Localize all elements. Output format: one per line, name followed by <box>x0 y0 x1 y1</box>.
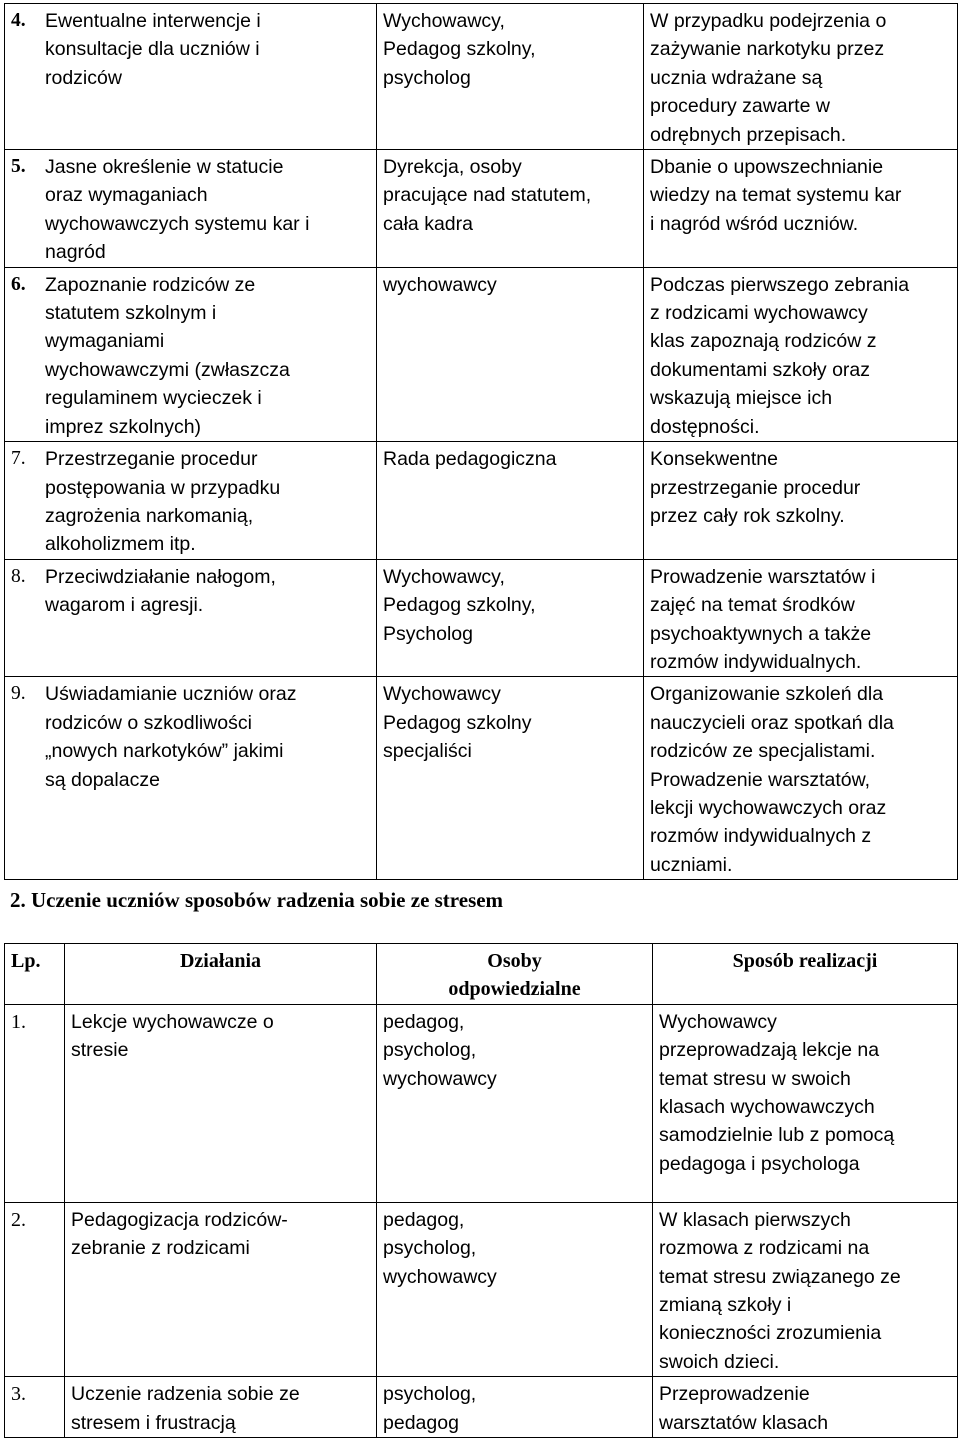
responsible-line: cała kadra <box>383 212 473 235</box>
stress-table-body <box>5 1004 958 1437</box>
responsible-cell <box>377 1202 653 1376</box>
method-cell <box>644 559 958 677</box>
action-text <box>45 563 370 620</box>
row-number: 2. <box>5 1202 65 1376</box>
action-line: Pedagogizacja rodziców- <box>71 1208 288 1231</box>
method-line: konieczności zrozumienia <box>659 1322 882 1345</box>
section-heading: 2. Uczenie uczniów sposobów radzenia sobie ze stresem <box>10 888 504 912</box>
responsible-line: specjaliści <box>383 740 472 763</box>
method-line: i nagród wśród uczniów. <box>650 212 859 235</box>
responsible-line: wychowawcy <box>383 1067 497 1090</box>
row-number: 6. <box>11 273 26 295</box>
method-line: odrębnych przepisach. <box>650 123 847 146</box>
action-line: Lekcje wychowawcze o <box>71 1010 274 1033</box>
responsible-line: wychowawcy <box>383 1265 497 1288</box>
action-line: statutem szkolnym i <box>45 302 217 325</box>
method-cell <box>644 677 958 880</box>
method-cell <box>653 1004 958 1202</box>
method-cell <box>644 4 958 150</box>
method-cell <box>644 150 958 268</box>
action-line: regulaminem wycieczek i <box>45 387 262 410</box>
responsible-line: pedagog <box>383 1411 459 1434</box>
method-line: przestrzeganie procedur <box>650 476 861 499</box>
responsible-line: Wychowawcy, <box>383 565 505 588</box>
action-cell <box>5 442 377 560</box>
action-line: konsultacje dla uczniów i <box>45 38 260 61</box>
action-line: stresie <box>71 1039 129 1062</box>
method-line: klasach wychowawczych <box>659 1096 875 1119</box>
method-line: wskazują miejsce ich <box>650 387 833 410</box>
action-line: Przeciwdziałanie nałogom, <box>45 565 276 588</box>
action-text <box>45 271 370 441</box>
action-line: postępowania w przypadku <box>45 476 281 499</box>
method-line: wiedzy na temat systemu kar <box>650 184 902 207</box>
action-cell <box>5 150 377 268</box>
method-line: rozmów indywidualnych z <box>650 825 872 848</box>
method-line: dokumentami szkoły oraz <box>650 358 871 381</box>
method-cell <box>644 442 958 560</box>
stress-table <box>4 943 958 1438</box>
method-line: przez cały rok szkolny. <box>650 504 845 527</box>
method-line: Konsekwentne <box>650 448 778 471</box>
action-line: Ewentualne interwencje i <box>45 10 261 32</box>
action-line: są dopalacze <box>45 768 160 791</box>
action-line: imprez szkolnych) <box>45 415 202 438</box>
action-line: zagrożenia narkomanią, <box>45 504 254 527</box>
row-number: 1. <box>5 1004 65 1202</box>
method-line: Podczas pierwszego zebrania <box>650 273 910 296</box>
action-line: alkoholizmem itp. <box>45 533 196 556</box>
action-line: wymaganiami <box>45 330 165 353</box>
table-row <box>5 677 958 880</box>
responsible-cell <box>377 267 644 441</box>
method-line: procedury zawarte w <box>650 95 830 118</box>
responsible-cell <box>377 442 644 560</box>
method-line: z rodzicami wychowawcy <box>650 302 868 325</box>
method-cell <box>653 1377 958 1438</box>
method-line: ucznia wdrażane są <box>650 66 823 89</box>
method-line: Wychowawcy <box>659 1010 777 1033</box>
responsible-line: pedagog, <box>383 1010 465 1033</box>
row-number: 8. <box>11 565 26 587</box>
row-number: 5. <box>11 156 26 178</box>
action-cell <box>65 1004 377 1202</box>
method-line: Organizowanie szkoleń dla <box>650 683 884 706</box>
stress-table-header-row <box>5 944 958 1005</box>
row-number: 9. <box>11 683 26 705</box>
action-line: stresem i frustracją <box>71 1411 236 1434</box>
action-text <box>45 153 370 267</box>
action-line: wychowawczych systemu kar i <box>45 212 310 235</box>
table-row <box>5 1004 958 1202</box>
action-cell <box>65 1202 377 1376</box>
action-cell <box>5 677 377 880</box>
method-line: samodzielnie lub z pomocą <box>659 1124 895 1147</box>
responsible-cell <box>377 559 644 677</box>
responsible-line: psycholog, <box>383 1237 477 1260</box>
action-cell <box>5 559 377 677</box>
action-line: rodziców o szkodliwości <box>45 711 252 734</box>
action-line: nagród <box>45 241 106 264</box>
responsible-line: Pedagog szkolny <box>383 711 532 734</box>
responsible-line: Wychowawcy <box>383 683 501 706</box>
action-line: Uświadamianie uczniów oraz <box>45 683 297 706</box>
header-lp: Lp. <box>5 944 65 1005</box>
action-cell <box>65 1377 377 1438</box>
responsible-cell <box>377 4 644 150</box>
table-row <box>5 1377 958 1438</box>
method-line: rozmowa z rodzicami na <box>659 1237 870 1260</box>
action-line: rodziców <box>45 66 122 89</box>
method-line: pedagoga i psychologa <box>659 1152 860 1175</box>
header-osoby-line: Osoby <box>487 950 542 972</box>
method-cell <box>644 267 958 441</box>
action-cell <box>5 267 377 441</box>
header-dzialania: Działania <box>65 944 377 1005</box>
method-line: temat stresu związanego ze <box>659 1265 901 1288</box>
method-line: przeprowadzają lekcje na <box>659 1039 880 1062</box>
table-row <box>5 150 958 268</box>
responsible-line: wychowawcy <box>383 273 497 296</box>
header-sposob: Sposób realizacji <box>653 944 958 1005</box>
action-line: Zapoznanie rodziców ze <box>45 273 256 296</box>
method-line: Dbanie o upowszechnianie <box>650 156 884 179</box>
action-text <box>45 680 370 794</box>
method-line: dostępności. <box>650 415 760 438</box>
responsible-cell <box>377 1004 653 1202</box>
method-line: Prowadzenie warsztatów, <box>650 768 871 791</box>
action-line: „nowych narkotyków” jakimi <box>45 740 284 763</box>
method-line: W przypadku podejrzenia o <box>650 10 887 32</box>
responsible-line: Pedagog szkolny, <box>383 594 536 617</box>
table-row <box>5 267 958 441</box>
responsible-line: Dyrekcja, osoby <box>383 156 522 179</box>
row-number: 7. <box>11 448 26 470</box>
method-line: lekcji wychowawczych oraz <box>650 796 887 819</box>
method-line: swoich dzieci. <box>659 1350 780 1373</box>
method-line: temat stresu w swoich <box>659 1067 851 1090</box>
table-row <box>5 442 958 560</box>
method-cell <box>653 1202 958 1376</box>
table-row <box>5 559 958 677</box>
action-cell <box>5 4 377 150</box>
responsible-cell <box>377 1377 653 1438</box>
header-osoby <box>377 944 653 1005</box>
responsible-line: psycholog, <box>383 1383 477 1406</box>
method-line: rozmów indywidualnych. <box>650 650 862 673</box>
method-line: Przeprowadzenie <box>659 1383 810 1406</box>
method-line: zmianą szkoły i <box>659 1294 792 1317</box>
responsible-line: pracujące nad statutem, <box>383 184 592 207</box>
action-line: Uczenie radzenia sobie ze <box>71 1383 300 1406</box>
header-osoby-line: odpowiedzialne <box>448 978 581 1001</box>
row-number: 4. <box>11 10 26 31</box>
action-line: oraz wymaganiach <box>45 184 208 207</box>
table-row <box>5 4 958 150</box>
method-line: nauczycieli oraz spotkań dla <box>650 711 894 734</box>
method-line: rodziców ze specjalistami. <box>650 740 876 763</box>
method-line: W klasach pierwszych <box>659 1208 851 1231</box>
method-line: klas zapoznają rodziców z <box>650 330 877 353</box>
action-line: Jasne określenie w statucie <box>45 156 284 179</box>
responsible-cell <box>377 150 644 268</box>
method-line: zajęć na temat środków <box>650 594 855 617</box>
action-line: Przestrzeganie procedur <box>45 448 258 471</box>
responsible-line: Psycholog <box>383 622 473 645</box>
action-line: zebranie z rodzicami <box>71 1237 250 1260</box>
row-number: 3. <box>5 1377 65 1438</box>
action-line: wagarom i agresji. <box>45 594 204 617</box>
action-text <box>45 7 370 92</box>
action-text <box>45 445 370 559</box>
responsible-line: Wychowawcy, <box>383 10 505 32</box>
method-line: psychoaktywnych a także <box>650 622 872 645</box>
responsible-line: psycholog, <box>383 1039 477 1062</box>
measures-table-body <box>5 4 958 880</box>
action-line: wychowawczymi (zwłaszcza <box>45 358 290 381</box>
table-row <box>5 1202 958 1376</box>
responsible-cell <box>377 677 644 880</box>
responsible-line: pedagog, <box>383 1208 465 1231</box>
responsible-line: Rada pedagogiczna <box>383 448 557 471</box>
method-line: warsztatów klasach <box>659 1411 829 1434</box>
responsible-line: Pedagog szkolny, <box>383 38 536 61</box>
method-line: zażywanie narkotyku przez <box>650 38 885 61</box>
method-line: uczniami. <box>650 853 733 876</box>
measures-table-continued <box>4 3 958 880</box>
responsible-line: psycholog <box>383 66 471 89</box>
method-line: Prowadzenie warsztatów i <box>650 565 876 588</box>
